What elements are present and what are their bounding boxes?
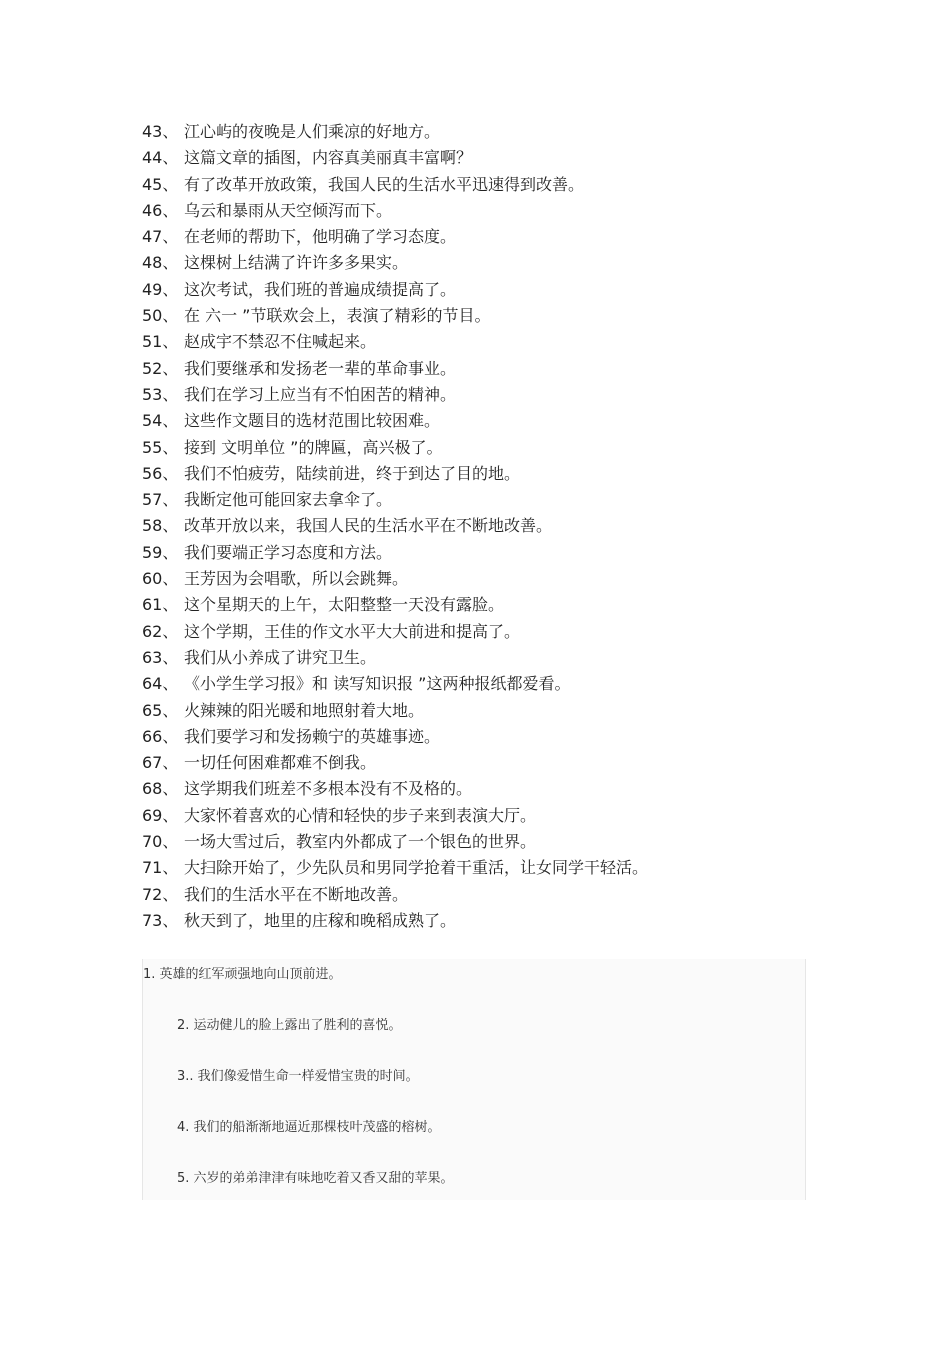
- list-item: [142, 145, 842, 171]
- list-item: [142, 224, 842, 250]
- item-number: 53、: [142, 384, 179, 404]
- item-text: 一切任何困难都难不倒我。: [184, 753, 377, 773]
- item-number: 49、: [142, 279, 179, 299]
- box-item-3: 3.. 我们像爱惜生命一样爱惜宝贵的时间。: [177, 1069, 419, 1084]
- item-number: 64、: [142, 674, 179, 694]
- list-item: [142, 172, 842, 198]
- list-item: [142, 513, 842, 539]
- item-number: 63、: [142, 647, 179, 667]
- item-text: 赵成宇不禁忍不住喊起来。: [184, 332, 377, 352]
- item-text: 《小学生学习报》和 读写知识报 ”这两种报纸都爱看。: [184, 674, 571, 694]
- example-sentences-box: [142, 959, 806, 1200]
- item-text: 我们在学习上应当有不怕困苦的精神。: [184, 384, 457, 404]
- item-text: 这棵树上结满了许许多多果实。: [184, 253, 409, 273]
- list-item: [142, 119, 842, 145]
- item-number: 61、: [142, 595, 179, 615]
- list-item: [142, 776, 842, 802]
- list-item: [142, 908, 842, 934]
- list-item: [142, 592, 842, 618]
- list-item: [142, 619, 842, 645]
- item-number: 54、: [142, 411, 179, 431]
- item-text: 改革开放以来，我国人民的生活水平在不断地改善。: [184, 516, 553, 536]
- box-item-5: 5. 六岁的弟弟津津有味地吃着又香又甜的苹果。: [177, 1171, 454, 1186]
- item-number: 62、: [142, 621, 179, 641]
- item-text: 这些作文题目的选材范围比较困难。: [184, 411, 441, 431]
- item-text: 火辣辣的阳光暖和地照射着大地。: [184, 700, 425, 720]
- item-text: 王芳因为会唱歌，所以会跳舞。: [184, 569, 409, 589]
- item-number: 50、: [142, 306, 179, 326]
- list-item: [142, 698, 842, 724]
- sentence-list: [142, 119, 842, 934]
- item-number: 48、: [142, 253, 179, 273]
- list-item: [142, 671, 842, 697]
- list-item: [142, 382, 842, 408]
- list-item: [142, 277, 842, 303]
- item-text: 这个学期，王佳的作文水平大大前进和提高了。: [184, 621, 521, 641]
- item-text: 这学期我们班差不多根本没有不及格的。: [184, 779, 473, 799]
- item-number: 57、: [142, 490, 179, 510]
- list-item: [142, 329, 842, 355]
- item-text: 大扫除开始了，少先队员和男同学抢着干重活，让女同学干轻活。: [184, 858, 649, 878]
- box-item-2: 2. 运动健儿的脸上露出了胜利的喜悦。: [177, 1018, 402, 1033]
- item-number: 67、: [142, 753, 179, 773]
- item-text: 我断定他可能回家去拿伞了。: [184, 490, 393, 510]
- item-number: 73、: [142, 910, 179, 930]
- item-number: 46、: [142, 200, 179, 220]
- item-number: 58、: [142, 516, 179, 536]
- item-number: 59、: [142, 542, 179, 562]
- item-text: 我们要学习和发扬赖宁的英雄事迹。: [184, 726, 441, 746]
- list-item: [142, 855, 842, 881]
- item-text: 在老师的帮助下，他明确了学习态度。: [184, 227, 457, 247]
- list-item: [142, 303, 842, 329]
- item-text: 一场大雪过后，教室内外都成了一个银色的世界。: [184, 832, 537, 852]
- item-number: 44、: [142, 148, 179, 168]
- item-number: 68、: [142, 779, 179, 799]
- list-item: [142, 540, 842, 566]
- item-text: 大家怀着喜欢的心情和轻快的步子来到表演大厅。: [184, 805, 537, 825]
- item-number: 70、: [142, 832, 179, 852]
- list-item: [142, 408, 842, 434]
- list-item: [142, 461, 842, 487]
- item-number: 72、: [142, 884, 179, 904]
- item-number: 71、: [142, 858, 179, 878]
- list-item: [142, 435, 842, 461]
- item-number: 66、: [142, 726, 179, 746]
- item-number: 51、: [142, 332, 179, 352]
- list-item: [142, 487, 842, 513]
- item-number: 52、: [142, 358, 179, 378]
- item-text: 接到 文明单位 ”的牌匾，高兴极了。: [184, 437, 443, 457]
- list-item: [142, 566, 842, 592]
- list-item: [142, 198, 842, 224]
- item-text: 这篇文章的插图，内容真美丽真丰富啊？: [184, 148, 473, 168]
- box-item-1: 1. 英雄的红军顽强地向山顶前进。: [143, 967, 342, 982]
- list-item: [142, 250, 842, 276]
- item-number: 56、: [142, 463, 179, 483]
- item-text: 我们要继承和发扬老一辈的革命事业。: [184, 358, 457, 378]
- item-number: 47、: [142, 227, 179, 247]
- item-text: 我们要端正学习态度和方法。: [184, 542, 393, 562]
- item-text: 我们从小养成了讲究卫生。: [184, 647, 377, 667]
- list-item: [142, 645, 842, 671]
- item-number: 55、: [142, 437, 179, 457]
- item-text: 这个星期天的上午，太阳整整一天没有露脸。: [184, 595, 505, 615]
- list-item: [142, 750, 842, 776]
- item-text: 这次考试，我们班的普遍成绩提高了。: [184, 279, 457, 299]
- list-item: [142, 803, 842, 829]
- item-number: 60、: [142, 569, 179, 589]
- item-text: 我们不怕疲劳，陆续前进，终于到达了目的地。: [184, 463, 521, 483]
- item-text: 江心屿的夜晚是人们乘凉的好地方。: [184, 122, 441, 141]
- box-item-4: 4. 我们的船渐渐地逼近那棵枝叶茂盛的榕树。: [177, 1120, 441, 1135]
- item-text: 乌云和暴雨从天空倾泻而下。: [184, 200, 393, 220]
- list-item: [142, 882, 842, 908]
- list-item: [142, 356, 842, 382]
- item-text: 有了改革开放政策，我国人民的生活水平迅速得到改善。: [184, 174, 585, 194]
- item-number: 69、: [142, 805, 179, 825]
- list-item: [142, 829, 842, 855]
- item-number: 43、: [142, 122, 179, 141]
- item-text: 秋天到了，地里的庄稼和晚稻成熟了。: [184, 910, 457, 930]
- item-text: 在 六一 ”节联欢会上，表演了精彩的节目。: [184, 306, 491, 326]
- item-text: 我们的生活水平在不断地改善。: [184, 884, 409, 904]
- list-item: [142, 724, 842, 750]
- item-number: 45、: [142, 174, 179, 194]
- item-number: 65、: [142, 700, 179, 720]
